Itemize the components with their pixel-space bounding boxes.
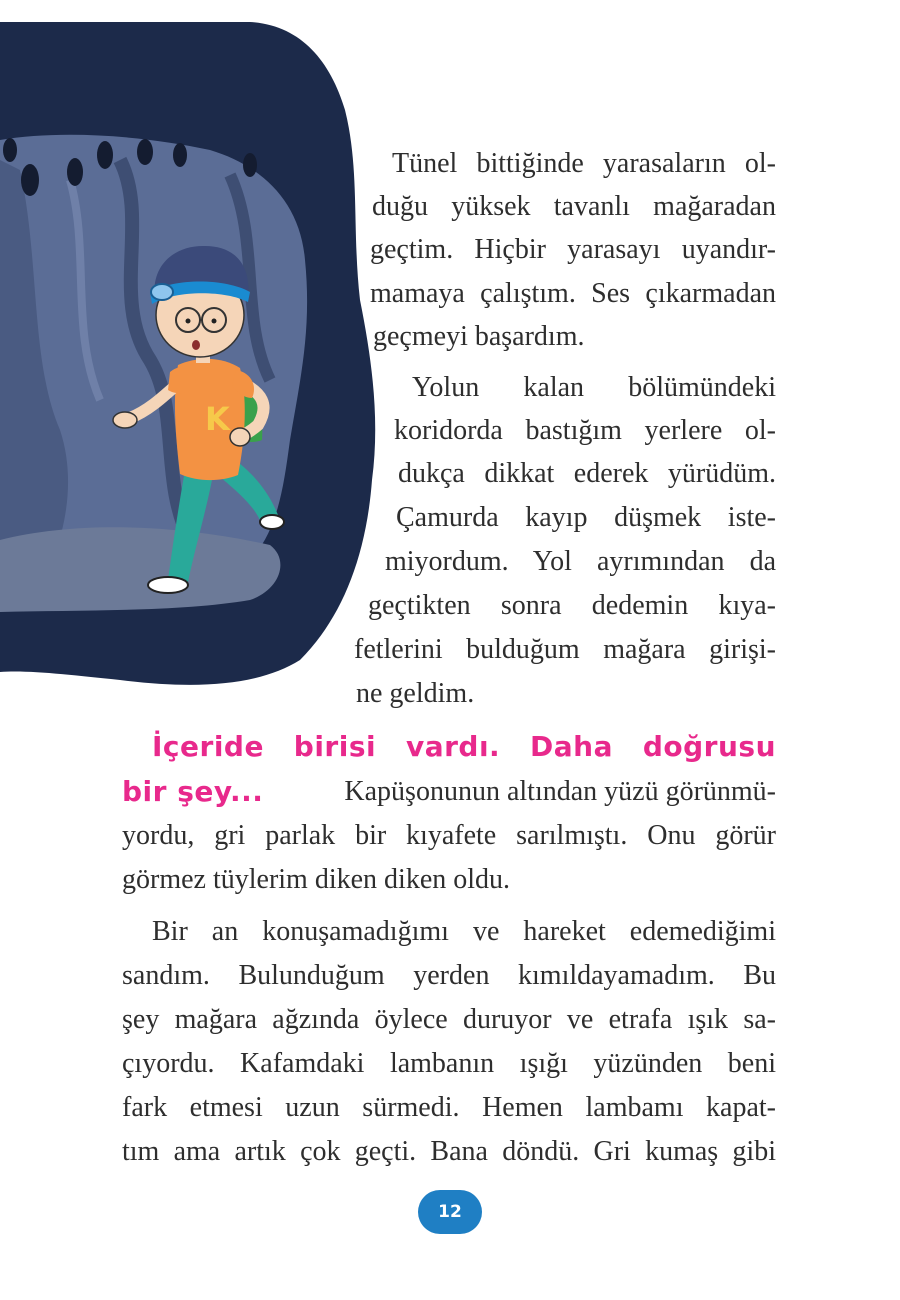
text-line: şey mağara ağzında öylece duruyor ve etrafa ışık sa- (122, 1004, 776, 1035)
text-line: koridorda bastığım yerlere ol- (394, 415, 776, 446)
text-line: tım ama artık çok geçti. Bana döndü. Gri kumaş gibi (122, 1136, 776, 1167)
text-line: Yolun kalan bölümündeki (412, 372, 776, 403)
page-number-badge: 12 (418, 1190, 482, 1234)
text-line: geçtim. Hiçbir yarasayı uyandır- (370, 234, 776, 265)
text-line: görmez tüylerim diken diken oldu. (122, 864, 511, 895)
text-line: geçmeyi başardım. (373, 321, 585, 352)
text-line: Çamurda kayıp düşmek iste- (396, 502, 776, 533)
highlight-text: bir şey... (122, 775, 264, 808)
highlight-text: İçeride birisi vardı. Daha doğrusu (152, 730, 776, 763)
text-segment: Kapüşonunun altından yüzü görünmü- (344, 776, 776, 807)
svg-text:K: K (205, 400, 230, 438)
text-line: sandım. Bulunduğum yerden kımıldayamadım. Bu (122, 960, 776, 991)
text-line: mamaya çalıştım. Ses çıkarmadan (370, 278, 776, 309)
text-line: yordu, gri parlak bir kıyafete sarılmıştı. Onu görür (122, 820, 776, 851)
text-line (122, 770, 776, 813)
text-line: miyordum. Yol ayrımından da (385, 546, 776, 577)
text-line: duğu yüksek tavanlı mağaradan (372, 191, 776, 222)
text-line: Bir an konuşamadığımı ve hareket edemediğimi (152, 916, 776, 947)
text-line: fark etmesi uzun sürmedi. Hemen lambamı kapat- (122, 1092, 776, 1123)
text-line: dukça dikkat ederek yürüdüm. (398, 458, 776, 489)
text-line: geçtikten sonra dedemin kıya- (368, 590, 776, 621)
cave-boy-headlamp-illustration (0, 0, 380, 690)
text-line: çıyordu. Kafamdaki lambanın ışığı yüzünden beni (122, 1048, 776, 1079)
cave-illustration (0, 0, 380, 690)
text-line: Tünel bittiğinde yarasaların ol- (392, 148, 776, 179)
text-line: fetlerini bulduğum mağara girişi- (354, 634, 776, 665)
text-line: ne geldim. (356, 678, 475, 709)
